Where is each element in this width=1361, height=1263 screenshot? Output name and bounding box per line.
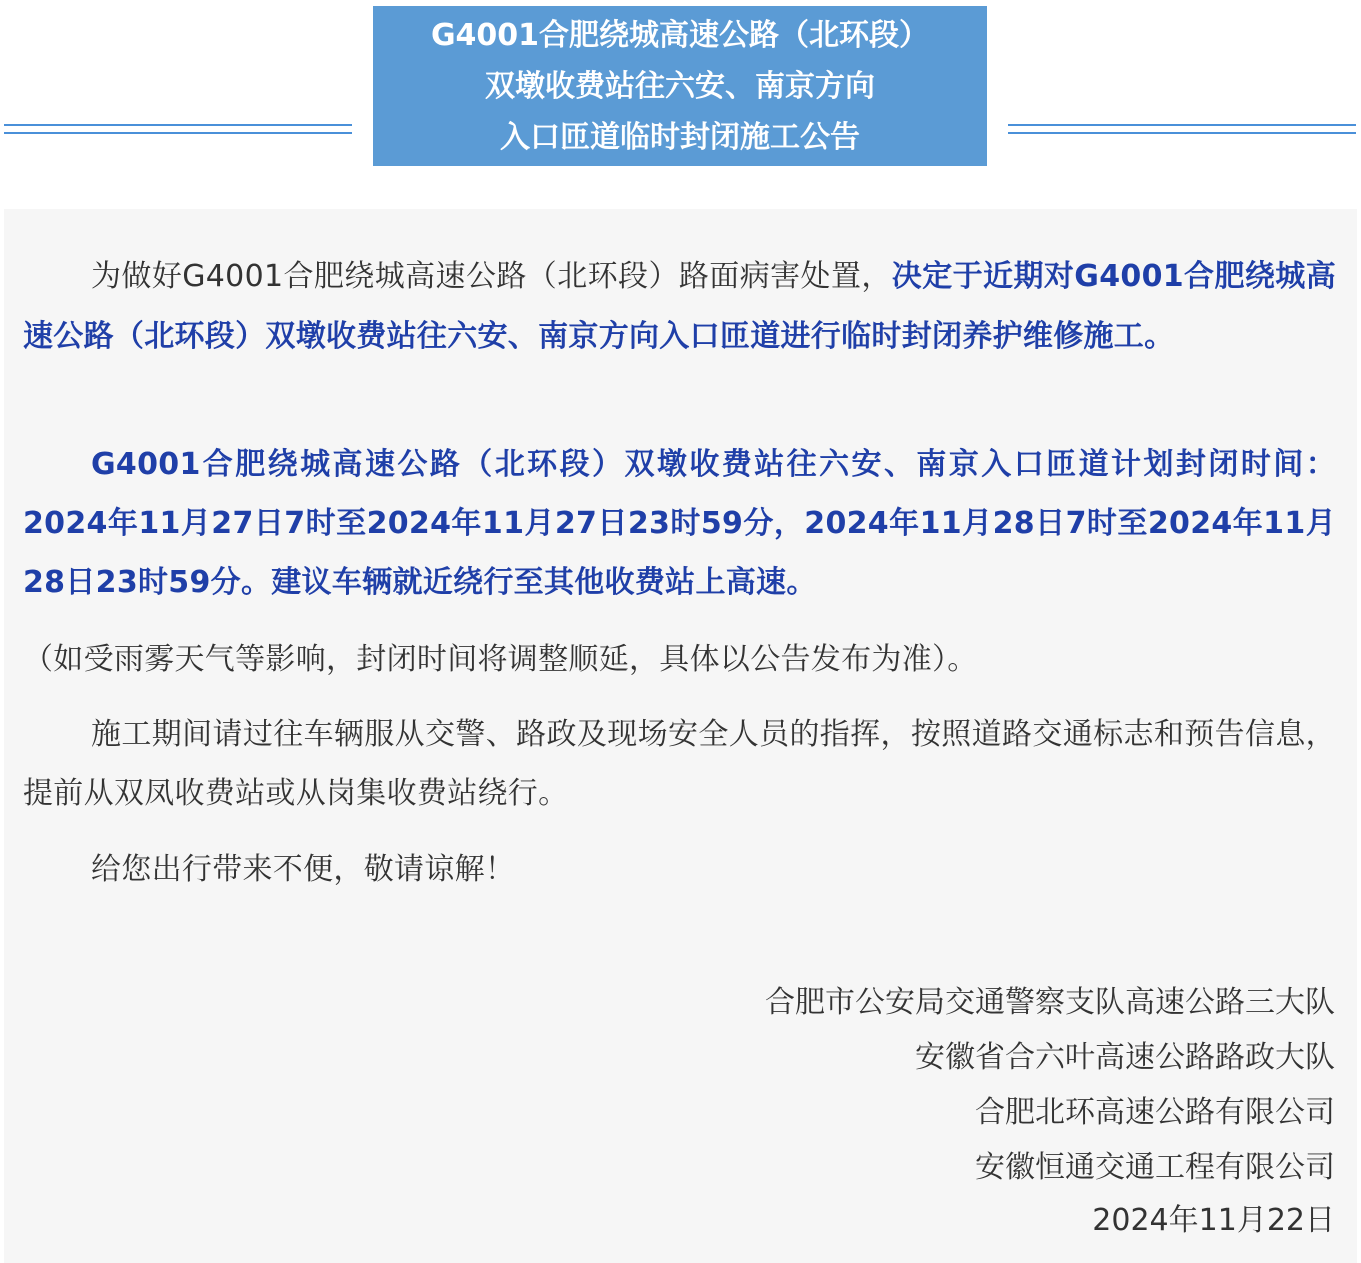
rule-line (4, 124, 352, 126)
signature-org-4: 安徽恒通交通工程有限公司 (975, 1150, 1335, 1185)
intro-text: 为做好G4001合肥绕城高速公路（北环段）路面病害处置， (91, 259, 892, 294)
paragraph-closure-time: G4001合肥绕城高速公路（北环段）双墩收费站往六安、南京入口匝道计划封闭时间：2024年11月27日7时至2024年11月27日23时59分，2024年11月28日7时至2024年11月28日23时59分。建议车辆就近绕行至其他收费站上高速。 (23, 447, 1336, 600)
intro-emphasis: 决定于近期对G4001合肥绕城高速公路（北环段）双墩收费站往六安、南京方向入口匝道进行临时封闭养护维修施工。 (23, 259, 1336, 354)
paragraph-apology: 给您出行带来不便，敬请谅解！ (91, 852, 516, 887)
title-line-3: 入口匝道临时封闭施工公告 (500, 120, 860, 155)
signature-org-3: 合肥北环高速公路有限公司 (975, 1095, 1335, 1130)
paragraph-detour: 施工期间请过往车辆服从交警、路政及现场安全人员的指挥，按照道路交通标志和预告信息，提前从双凤收费站或从岗集收费站绕行。 (23, 717, 1336, 811)
title-line-2: 双墩收费站往六安、南京方向 (485, 69, 875, 104)
paragraph-weather-note: （如受雨雾天气等影响，封闭时间将调整顺延，具体以公告发布为准）。 (23, 642, 978, 677)
signature-org-1: 合肥市公安局交通警察支队高速公路三大队 (765, 985, 1335, 1020)
notice-body (4, 209, 1357, 1263)
signature-org-2: 安徽省合六叶高速公路路政大队 (915, 1040, 1335, 1075)
signature-date: 2024年11月22日 (1092, 1203, 1335, 1238)
rule-line (1008, 124, 1356, 126)
rule-line (4, 132, 352, 134)
paragraph-intro (23, 247, 1336, 367)
title-line-1: G4001合肥绕城高速公路（北环段） (430, 18, 930, 53)
header-rule-left (4, 124, 352, 136)
rule-line (1008, 132, 1356, 134)
title-banner (373, 6, 987, 166)
header-rule-right (1008, 124, 1356, 136)
